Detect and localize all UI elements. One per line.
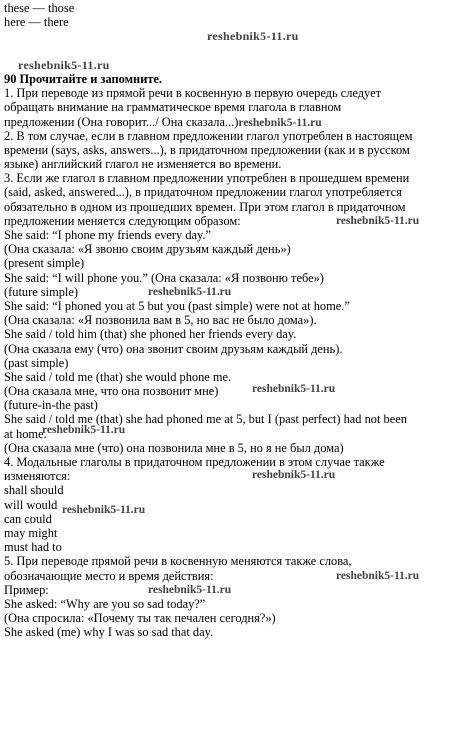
watermark: reshebnik5-11.ru [252,383,336,396]
rule-5-line-2 [4,569,470,583]
example-text: at home. [4,426,47,441]
vocab-line-these: these — those [4,1,75,15]
watermark-row [4,58,470,72]
rule-3-line-4 [4,214,470,228]
watermark: reshebnik5-11.ru [336,214,420,227]
example-label-line [4,583,470,597]
watermark: reshebnik5-11.ru [62,503,146,516]
sample-line: She asked (me) why I was so sad that day. [4,625,214,640]
exercise-heading: 90 Прочитайте и запомните. [4,71,163,86]
example-line [4,384,470,398]
rule-4-text: изменяются: [4,469,71,484]
document-page [4,1,470,639]
watermark: reshebnik5-11.ru [148,285,232,298]
rule-5-text: обозначающие место и время действия: [4,568,214,583]
rule-4-line-2 [4,469,470,483]
modal-pair: may might [4,525,58,540]
sample-line: She asked: “Why are you so sad today?” [4,596,206,611]
example-line: (future-in-the past) [4,398,98,413]
vocab-line-here: here — there [4,15,69,30]
example-line: She said / told me (that) she would phone me. [4,369,232,384]
modal-text: will would [4,497,58,512]
example-text: (future simple) [4,284,78,299]
rule-1-line-3 [4,115,470,129]
rule-3-line-1: 3. Если же глагол в главном предложении употреблен в прошедшем времени [4,171,410,186]
example-text: (Она сказала мне, что она позвонит мне) [4,384,219,399]
watermark: reshebnik5-11.ru [18,57,110,72]
modal-pair: shall should [4,483,64,498]
watermark: reshebnik5-11.ru [42,423,126,436]
modal-pair [4,497,470,516]
example-line: She said: “I will phone you.” (Она сказала: «Я позвоню тебе») [4,270,324,285]
example-label: Пример: [4,582,49,597]
example-line: (Она сказала: «Я звоню своим друзьям каждый день») [4,242,291,257]
rule-3-line-2: (said, asked, answered...), в придаточном предложении глагол употребляется [4,185,402,200]
rule-1-line-1: 1. При переводе из прямой речи в косвенную в первую очередь следует [4,86,381,101]
modal-pair: must had to [4,540,62,555]
example-line [4,285,470,299]
watermark: reshebnik5-11.ru [207,29,299,44]
example-line: (Она сказала: «Я позвонила вам в 5, но вас не было дома»). [4,313,317,328]
rule-3-text: предложении меняется следующим образом: [4,213,241,228]
example-line: She said / told him (that) she phoned her friends every day. [4,327,297,342]
rule-5-line-1: 5. При переводе прямой речи в косвенную меняются также слова, [4,554,352,569]
rule-1-line-2: обращать внимание на грамматическое время глагола в главном [4,100,342,115]
rule-4-line-1: 4. Модальные глаголы в придаточном предложении в этом случае также [4,455,385,469]
example-line: She said: “I phoned you at 5 but you (past simple) were not at home.” [4,298,350,313]
example-line: (Она сказала мне (что) она позвонила мне в 5, но я не был дома) [4,440,344,455]
watermark: reshebnik5-11.ru [336,569,420,582]
example-line: (past simple) [4,355,69,370]
example-line: She said: “I phone my friends every day.” [4,228,212,242]
rule-2-line-3: языке) английский глагол не изменяется во времени. [4,157,282,172]
rule-2-line-2: времени (says, asks, answers...), в придаточном предложении (как и в русском [4,142,410,157]
rule-3-line-3: обязательно в одном из прошедших времен. При этом глагол в придаточном [4,199,406,214]
sample-line: (Она спросила: «Почему ты так печален сегодня?») [4,611,276,626]
watermark-row [4,29,470,43]
rule-2-line-1: 2. В том случае, если в главном предложении глагол употреблен в настоящем [4,128,413,143]
example-line: She said / told me (that) she had phoned me at 5, but I (past perfect) had not been [4,412,407,427]
watermark: reshebnik5-11.ru [252,469,336,482]
rule-1-text: предложении (Она говорит.../ Она сказала...) [4,114,239,129]
blank-line [4,44,470,58]
example-line: (present simple) [4,256,85,271]
example-line [4,423,470,441]
example-line: (Она сказала ему (что) она звонит своим друзьям каждый день). [4,341,343,356]
watermark: reshebnik5-11.ru [238,116,322,129]
modal-pair: can could [4,511,52,526]
watermark: reshebnik5-11.ru [148,583,232,596]
